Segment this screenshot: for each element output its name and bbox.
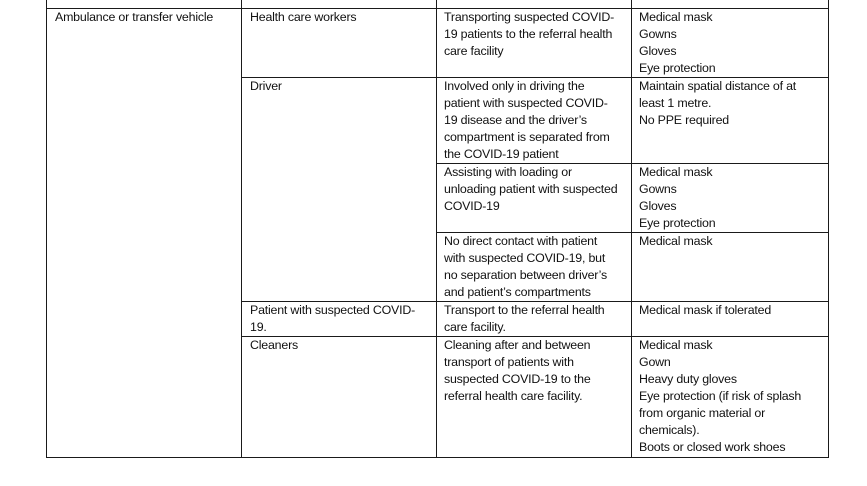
ppe-cell: Medical mask Gowns Gloves Eye protection bbox=[632, 9, 829, 78]
target-cell: Patient with suspected COVID- 19. bbox=[242, 302, 437, 337]
target-cell: Health care workers bbox=[242, 9, 437, 78]
target-cell: Driver bbox=[242, 78, 437, 302]
prev-target-cell bbox=[242, 0, 437, 9]
target-cell: Cleaners bbox=[242, 337, 437, 458]
ppe-cell: Medical mask Gown Heavy duty gloves Eye protection (if risk of splash from organic material or chemicals). Boots or closed work shoes bbox=[632, 337, 829, 458]
activity-cell: Assisting with loading or unloading patient with suspected COVID-19 bbox=[437, 164, 632, 233]
prev-activity-cell bbox=[437, 0, 632, 9]
activity-cell: Transporting suspected COVID- 19 patients to the referral health care facility bbox=[437, 9, 632, 78]
activity-cell: Cleaning after and between transport of patients with suspected COVID-19 to the referral health care facility. bbox=[437, 337, 632, 458]
table-row bbox=[47, 9, 829, 78]
ppe-cell: Maintain spatial distance of at least 1 metre. No PPE required bbox=[632, 78, 829, 164]
ppe-cell: Medical mask Gowns Gloves Eye protection bbox=[632, 164, 829, 233]
activity-cell: Involved only in driving the patient with suspected COVID- 19 disease and the driver’s compartment is separated from the COVID-19 patient bbox=[437, 78, 632, 164]
activity-cell: Transport to the referral health care facility. bbox=[437, 302, 632, 337]
activity-cell: No direct contact with patient with suspected COVID-19, but no separation between driver’s and patient’s compartments bbox=[437, 233, 632, 302]
ppe-cell: Medical mask bbox=[632, 233, 829, 302]
ppe-cell: Medical mask if tolerated bbox=[632, 302, 829, 337]
prev-setting-cell bbox=[47, 0, 242, 9]
ppe-table bbox=[46, 0, 829, 458]
table-row bbox=[47, 0, 829, 9]
prev-ppe-cell bbox=[632, 0, 829, 9]
setting-cell: Ambulance or transfer vehicle bbox=[47, 9, 242, 458]
